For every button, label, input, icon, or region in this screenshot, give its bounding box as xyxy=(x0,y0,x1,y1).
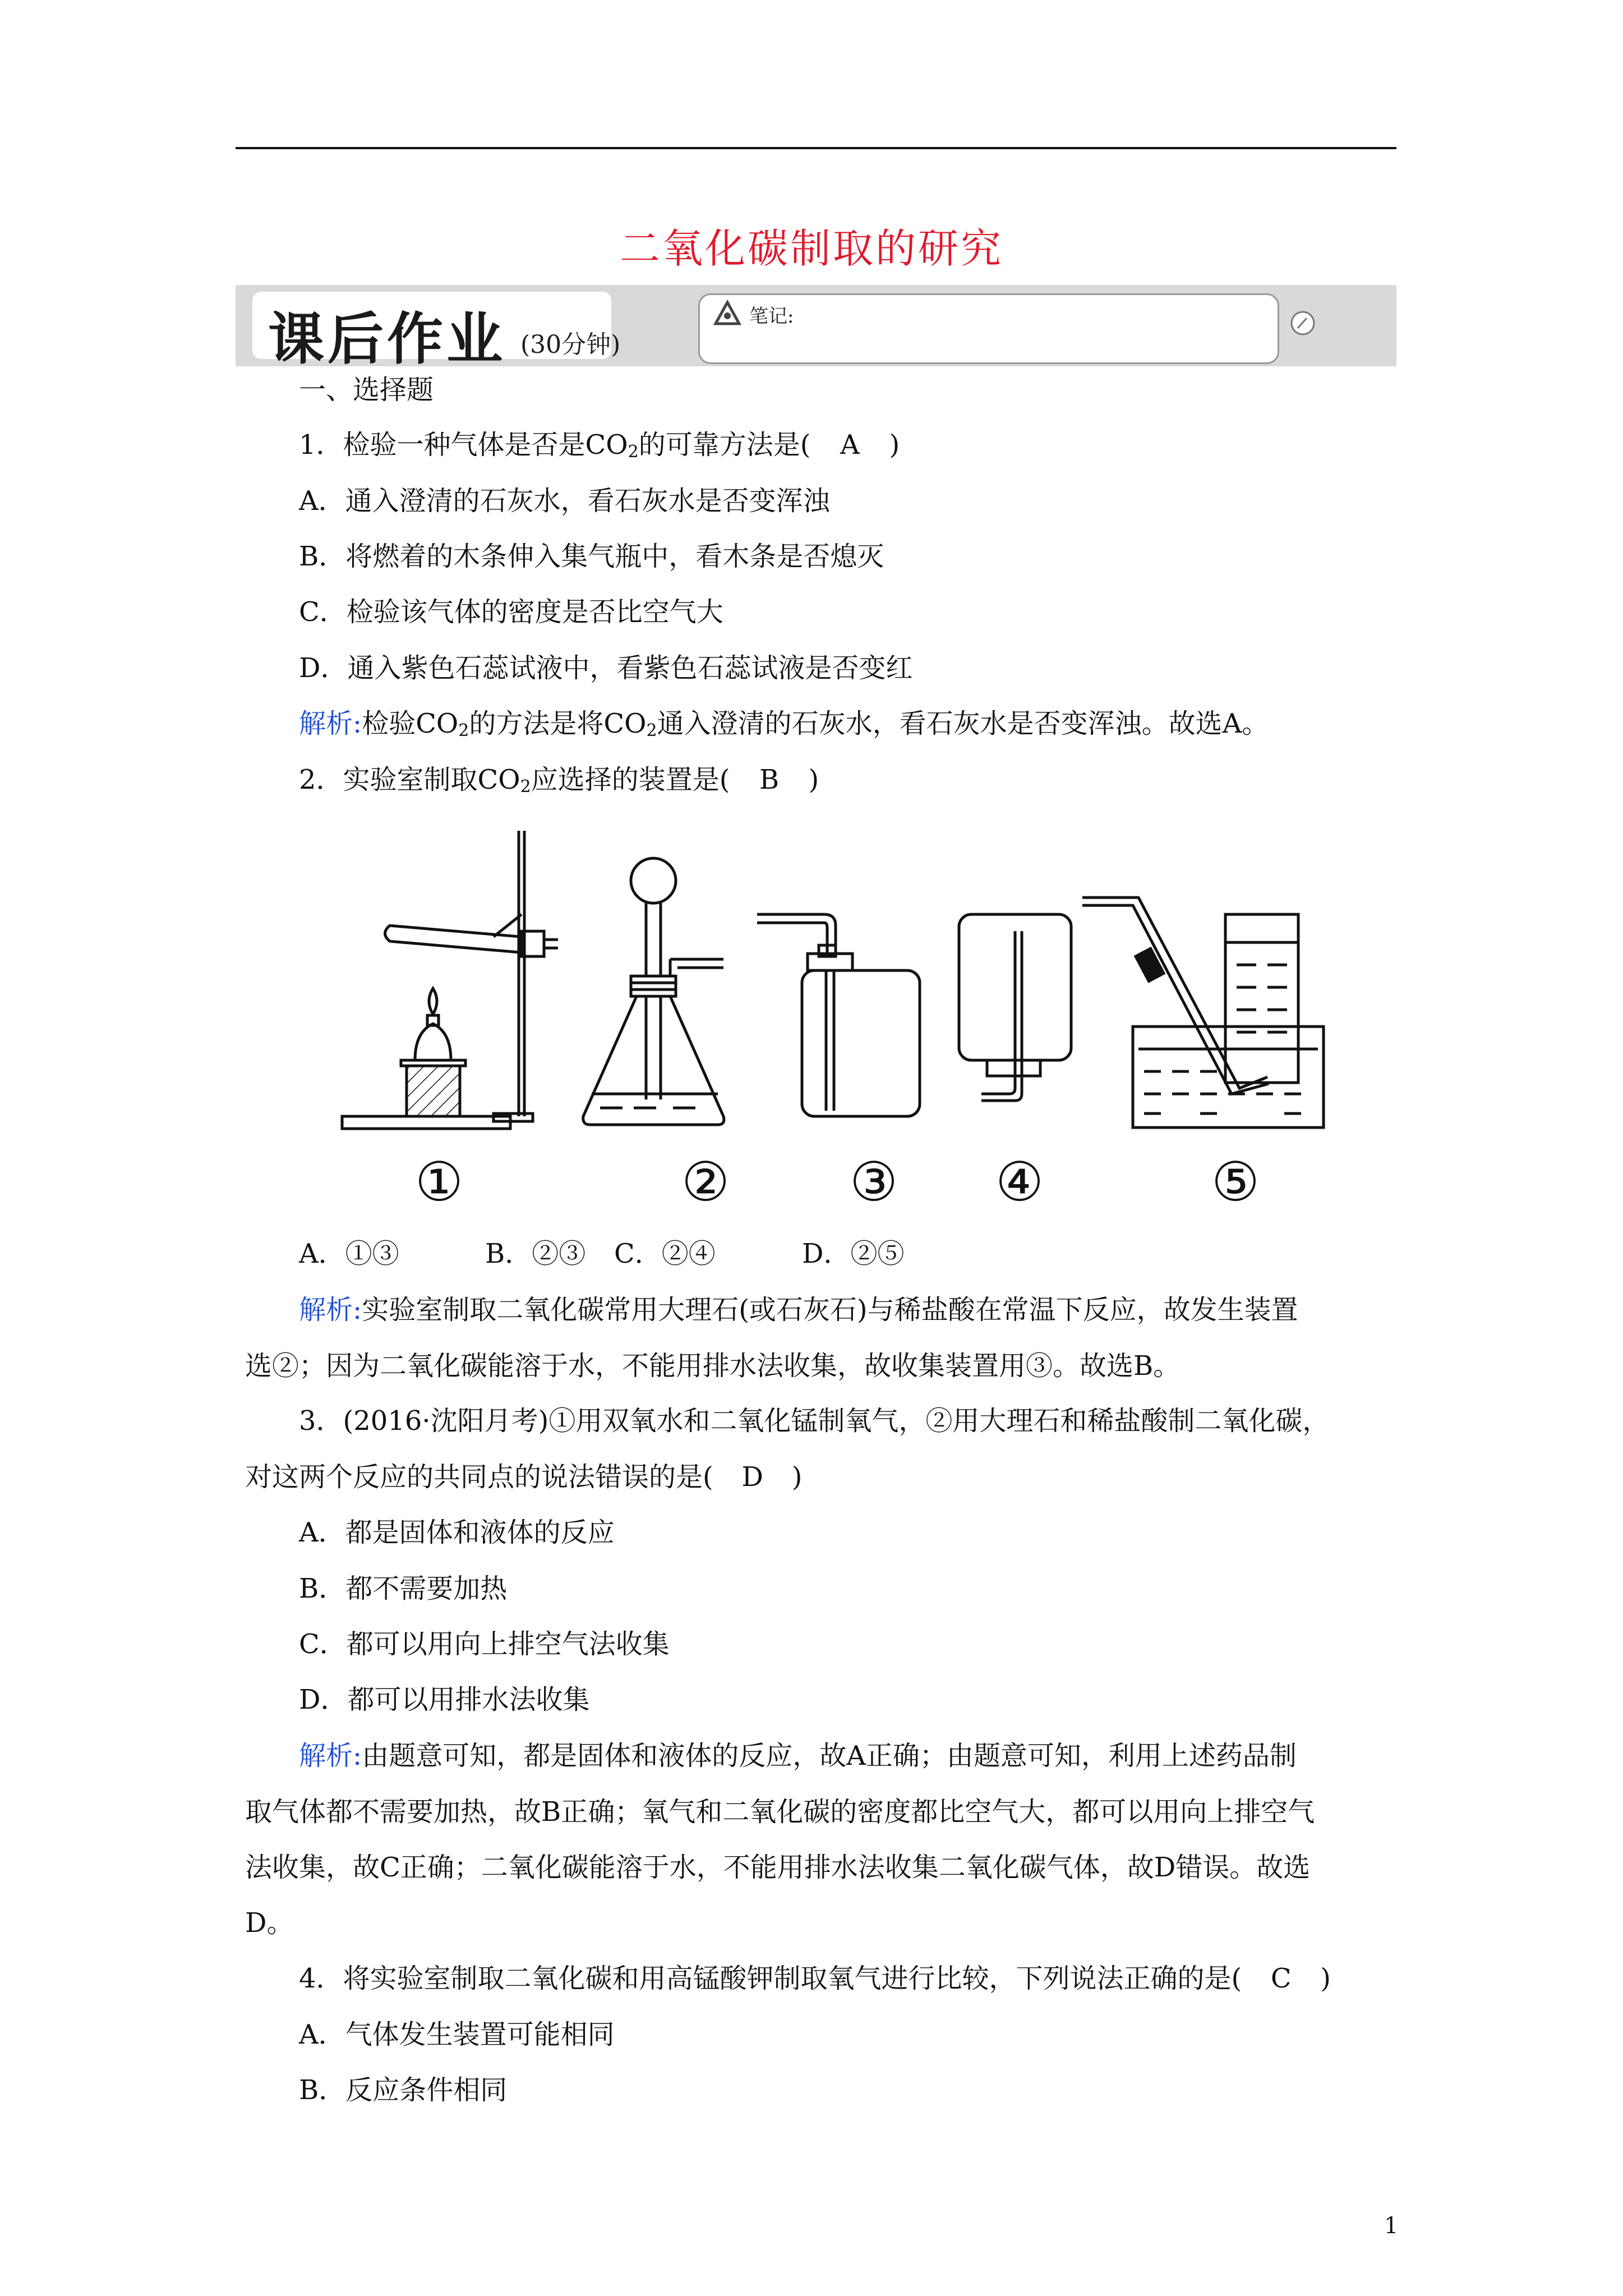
q4-option-b: B．反应条件相同 xyxy=(299,2074,508,2106)
q3-stem-1: 3．(2016·沈阳月考)①用双氧水和二氧化锰制氧气，②用大理石和稀盐酸制二氧化碳， xyxy=(299,1405,1330,1437)
banner-time: (30分钟) xyxy=(520,330,621,359)
apparatus-figure xyxy=(331,830,1335,1189)
fig-label-2: ② xyxy=(681,1151,730,1213)
page-number: 1 xyxy=(1384,2213,1399,2239)
q2-stem: 2．实验室制取$CO_2$应选择的装置是( B ) xyxy=(299,764,819,797)
q3-analysis-3: 法收集，故C正确；二氧化碳能溶于水，不能用排水法收集二氧化碳气体，故D错误。故选 xyxy=(245,1852,1311,1883)
q3-answer: D xyxy=(741,1461,763,1493)
q2-answer: B xyxy=(759,764,780,795)
q1-option-d: D．通入紫色石蕊试液中，看紫色石蕊试液是否变红 xyxy=(299,652,913,684)
analysis-label: 解析: xyxy=(299,1294,362,1326)
q2-analysis-2: 选②；因为二氧化碳能溶于水，不能用排水法收集，故收集装置用③。故选B。 xyxy=(245,1350,1181,1382)
q1-option-c: C．检验该气体的密度是否比空气大 xyxy=(299,596,723,628)
q2-analysis-1: 解析:实验室制取二氧化碳常用大理石(或石灰石)与稀盐酸在常温下反应，故发生装置 xyxy=(299,1294,1298,1326)
q3-option-a: A．都是固体和液体的反应 xyxy=(299,1517,615,1548)
note-label: 笔记: xyxy=(749,305,794,328)
q1-option-b: B．将燃着的木条伸入集气瓶中，看木条是否熄灭 xyxy=(299,541,884,572)
apparatus-3-upward-bottle xyxy=(757,914,920,1116)
recycle-icon xyxy=(711,299,744,332)
q3-option-c: C．都可以用向上排空气法收集 xyxy=(299,1628,670,1660)
section-heading: 一、选择题 xyxy=(299,374,434,406)
q3-option-d: D．都可以用排水法收集 xyxy=(299,1684,590,1715)
apparatus-4-downward-bottle xyxy=(959,914,1071,1101)
analysis-label: 解析: xyxy=(299,708,362,739)
analysis-label: 解析: xyxy=(299,1740,362,1772)
apparatus-1-heating xyxy=(342,831,558,1129)
q3-analysis-4: D。 xyxy=(245,1907,294,1939)
q2-option-a: A．①③ xyxy=(299,1238,399,1269)
q4-stem: 4．将实验室制取二氧化碳和用高锰酸钾制取氧气进行比较，下列说法正确的是( C ) xyxy=(299,1963,1331,1994)
pen-icon xyxy=(1290,310,1316,336)
apparatus-2-flask xyxy=(583,858,724,1125)
q1-analysis: 解析:检验$CO_2$的方法是将$CO_2$通入澄清的石灰水，看石灰水是否变浑浊。故选A。 xyxy=(299,708,1269,740)
q3-stem-2: 对这两个反应的共同点的说法错误的是( D ) xyxy=(245,1461,803,1493)
q1-stem: 1．检验一种气体是否是$CO_2$的可靠方法是( A ) xyxy=(299,429,900,462)
q4-answer: C xyxy=(1270,1963,1292,1994)
q2-option-d: D．②⑤ xyxy=(802,1238,905,1269)
fig-label-4: ④ xyxy=(995,1151,1044,1213)
fig-label-5: ⑤ xyxy=(1211,1151,1260,1213)
page-title: 二氧化碳制取的研究 xyxy=(619,225,1003,272)
apparatus-5-water-collection xyxy=(1082,898,1324,1128)
q3-option-b: B．都不需要加热 xyxy=(299,1573,508,1604)
q1-answer: A xyxy=(840,429,860,461)
banner-title: 课后作业 xyxy=(268,306,506,372)
q3-analysis-1: 解析:由题意可知，都是固体和液体的反应，故A正确；由题意可知，利用上述药品制 xyxy=(299,1740,1297,1772)
header-rule xyxy=(236,147,1396,149)
q2-option-c: C．②④ xyxy=(614,1238,716,1269)
q2-option-b: B．②③ xyxy=(485,1238,586,1269)
q3-analysis-2: 取气体都不需要加热，故B正确；氧气和二氧化碳的密度都比空气大，都可以用向上排空气 xyxy=(245,1796,1315,1828)
fig-label-3: ③ xyxy=(850,1151,898,1213)
q4-option-a: A．气体发生装置可能相同 xyxy=(299,2019,615,2050)
fig-label-1: ① xyxy=(415,1151,464,1213)
q1-option-a: A．通入澄清的石灰水，看石灰水是否变浑浊 xyxy=(299,485,830,517)
